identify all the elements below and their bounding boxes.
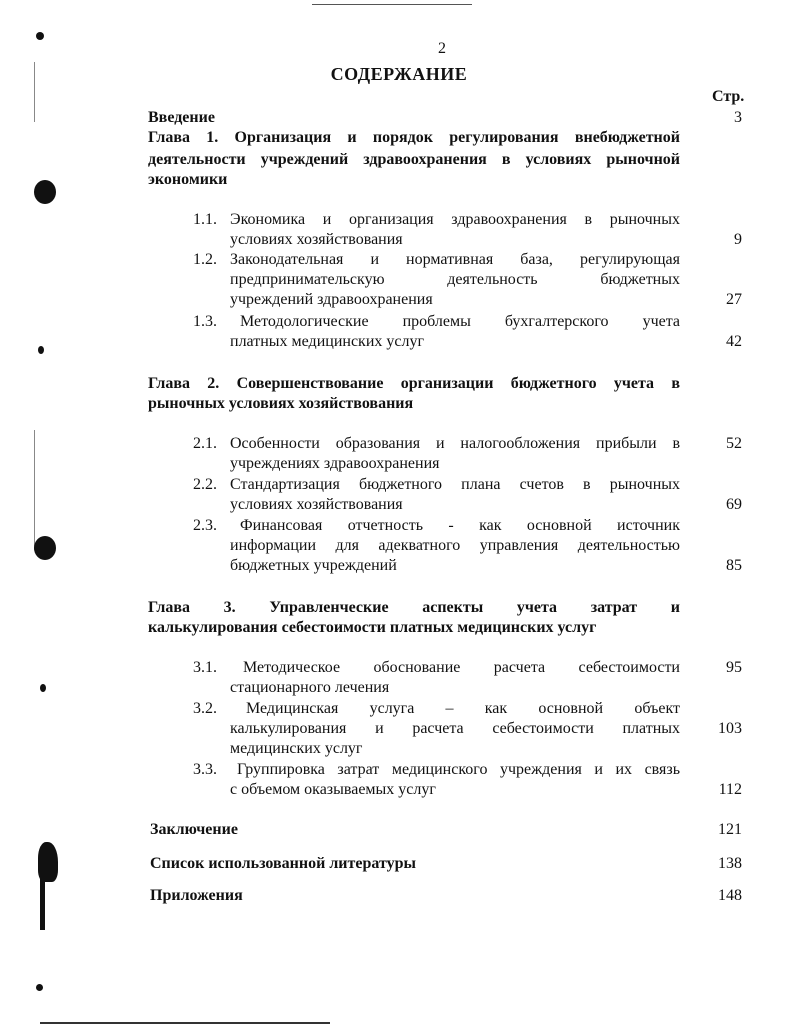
references-page: 138 <box>718 855 742 872</box>
conclusion-page: 121 <box>718 821 742 838</box>
scan-dot <box>40 684 46 692</box>
section-number: 2.1. <box>193 435 217 452</box>
chapter3-title-line: Глава 3. Управленческие аспекты учета затрат и <box>148 599 680 616</box>
scan-dot <box>38 346 44 354</box>
section-title-line: Методологические проблемы бухгалтерского учета <box>240 313 680 330</box>
references-label: Список использованной литературы <box>150 855 416 872</box>
section-title-line: Финансовая отчетность - как основной источник <box>240 517 680 534</box>
section-title-line: бюджетных учреждений <box>230 557 397 574</box>
section-title-line: медицинских услуг <box>230 740 363 757</box>
bottom-rule <box>40 1022 330 1024</box>
section-title-line: Медицинская услуга – как основной объект <box>246 700 680 717</box>
page-column-label: Стр. <box>712 88 745 105</box>
section-page: 42 <box>726 333 742 350</box>
chapter2-title-line: Глава 2. Совершенствование организации бюджетного учета в <box>148 375 680 392</box>
section-number: 1.1. <box>193 211 217 228</box>
conclusion-label: Заключение <box>150 821 238 838</box>
top-rule <box>312 4 472 5</box>
section-title-line: Стандартизация бюджетного плана счетов в рыночных <box>230 476 680 493</box>
page-title: СОДЕРЖАНИЕ <box>330 64 468 84</box>
section-title-line: Методическое обоснование расчета себестоимости <box>243 659 680 676</box>
section-number: 3.2. <box>193 700 217 717</box>
page-number: 2 <box>438 40 446 57</box>
section-title-line: с объемом оказываемых услуг <box>230 781 436 798</box>
section-number: 2.2. <box>193 476 217 493</box>
section-number: 2.3. <box>193 517 217 534</box>
section-page: 9 <box>734 231 742 248</box>
chapter3-title-line: калькулирования себестоимости платных медицинских услуг <box>148 619 597 636</box>
section-title-line: предпринимательскую деятельность бюджетных <box>230 271 680 288</box>
section-title-line: условиях хозяйствования <box>230 231 403 248</box>
section-page: 69 <box>726 496 742 513</box>
chapter1-title-line: экономики <box>148 171 228 188</box>
section-page: 52 <box>726 435 742 452</box>
section-title-line: учреждениях здравоохранения <box>230 455 440 472</box>
section-page: 95 <box>726 659 742 676</box>
section-number: 1.3. <box>193 313 217 330</box>
ink-streak <box>40 870 45 930</box>
scan-dot <box>36 32 44 40</box>
intro-label: Введение <box>148 109 215 126</box>
scan-dot <box>36 984 43 991</box>
chapter2-title-line: рыночных условиях хозяйствования <box>148 395 414 412</box>
section-title-line: Особенности образования и налогообложения прибыли в <box>230 435 680 452</box>
section-title-line: учреждений здравоохранения <box>230 291 433 308</box>
section-number: 3.3. <box>193 761 217 778</box>
section-page: 112 <box>718 781 742 798</box>
section-title-line: информации для адекватного управления деятельностью <box>230 537 680 554</box>
section-number: 1.2. <box>193 251 217 268</box>
section-title-line: Экономика и организация здравоохранения в рыночных <box>230 211 680 228</box>
punch-hole-blot <box>34 180 56 204</box>
intro-page: 3 <box>734 109 742 126</box>
section-title-line: калькулирования и расчета себестоимости платных <box>230 720 680 737</box>
appendices-label: Приложения <box>150 887 243 904</box>
section-title-line: Законодательная и нормативная база, регулирующая <box>230 251 680 268</box>
section-page: 103 <box>718 720 742 737</box>
scan-edge-line <box>34 430 35 550</box>
section-title-line: платных медицинских услуг <box>230 333 425 350</box>
section-title-line: Группировка затрат медицинского учреждения и их связь <box>237 761 680 778</box>
section-page: 27 <box>726 291 742 308</box>
appendices-page: 148 <box>718 887 742 904</box>
section-title-line: стационарного лечения <box>230 679 390 696</box>
section-number: 3.1. <box>193 659 217 676</box>
section-title-line: условиях хозяйствования <box>230 496 403 513</box>
chapter1-title-line: деятельности учреждений здравоохранения в условиях рыночной <box>148 151 680 168</box>
punch-hole-blot <box>34 536 56 560</box>
section-page: 85 <box>726 557 742 574</box>
chapter1-title-line: Глава 1. Организация и порядок регулирования внебюджетной <box>148 129 680 146</box>
